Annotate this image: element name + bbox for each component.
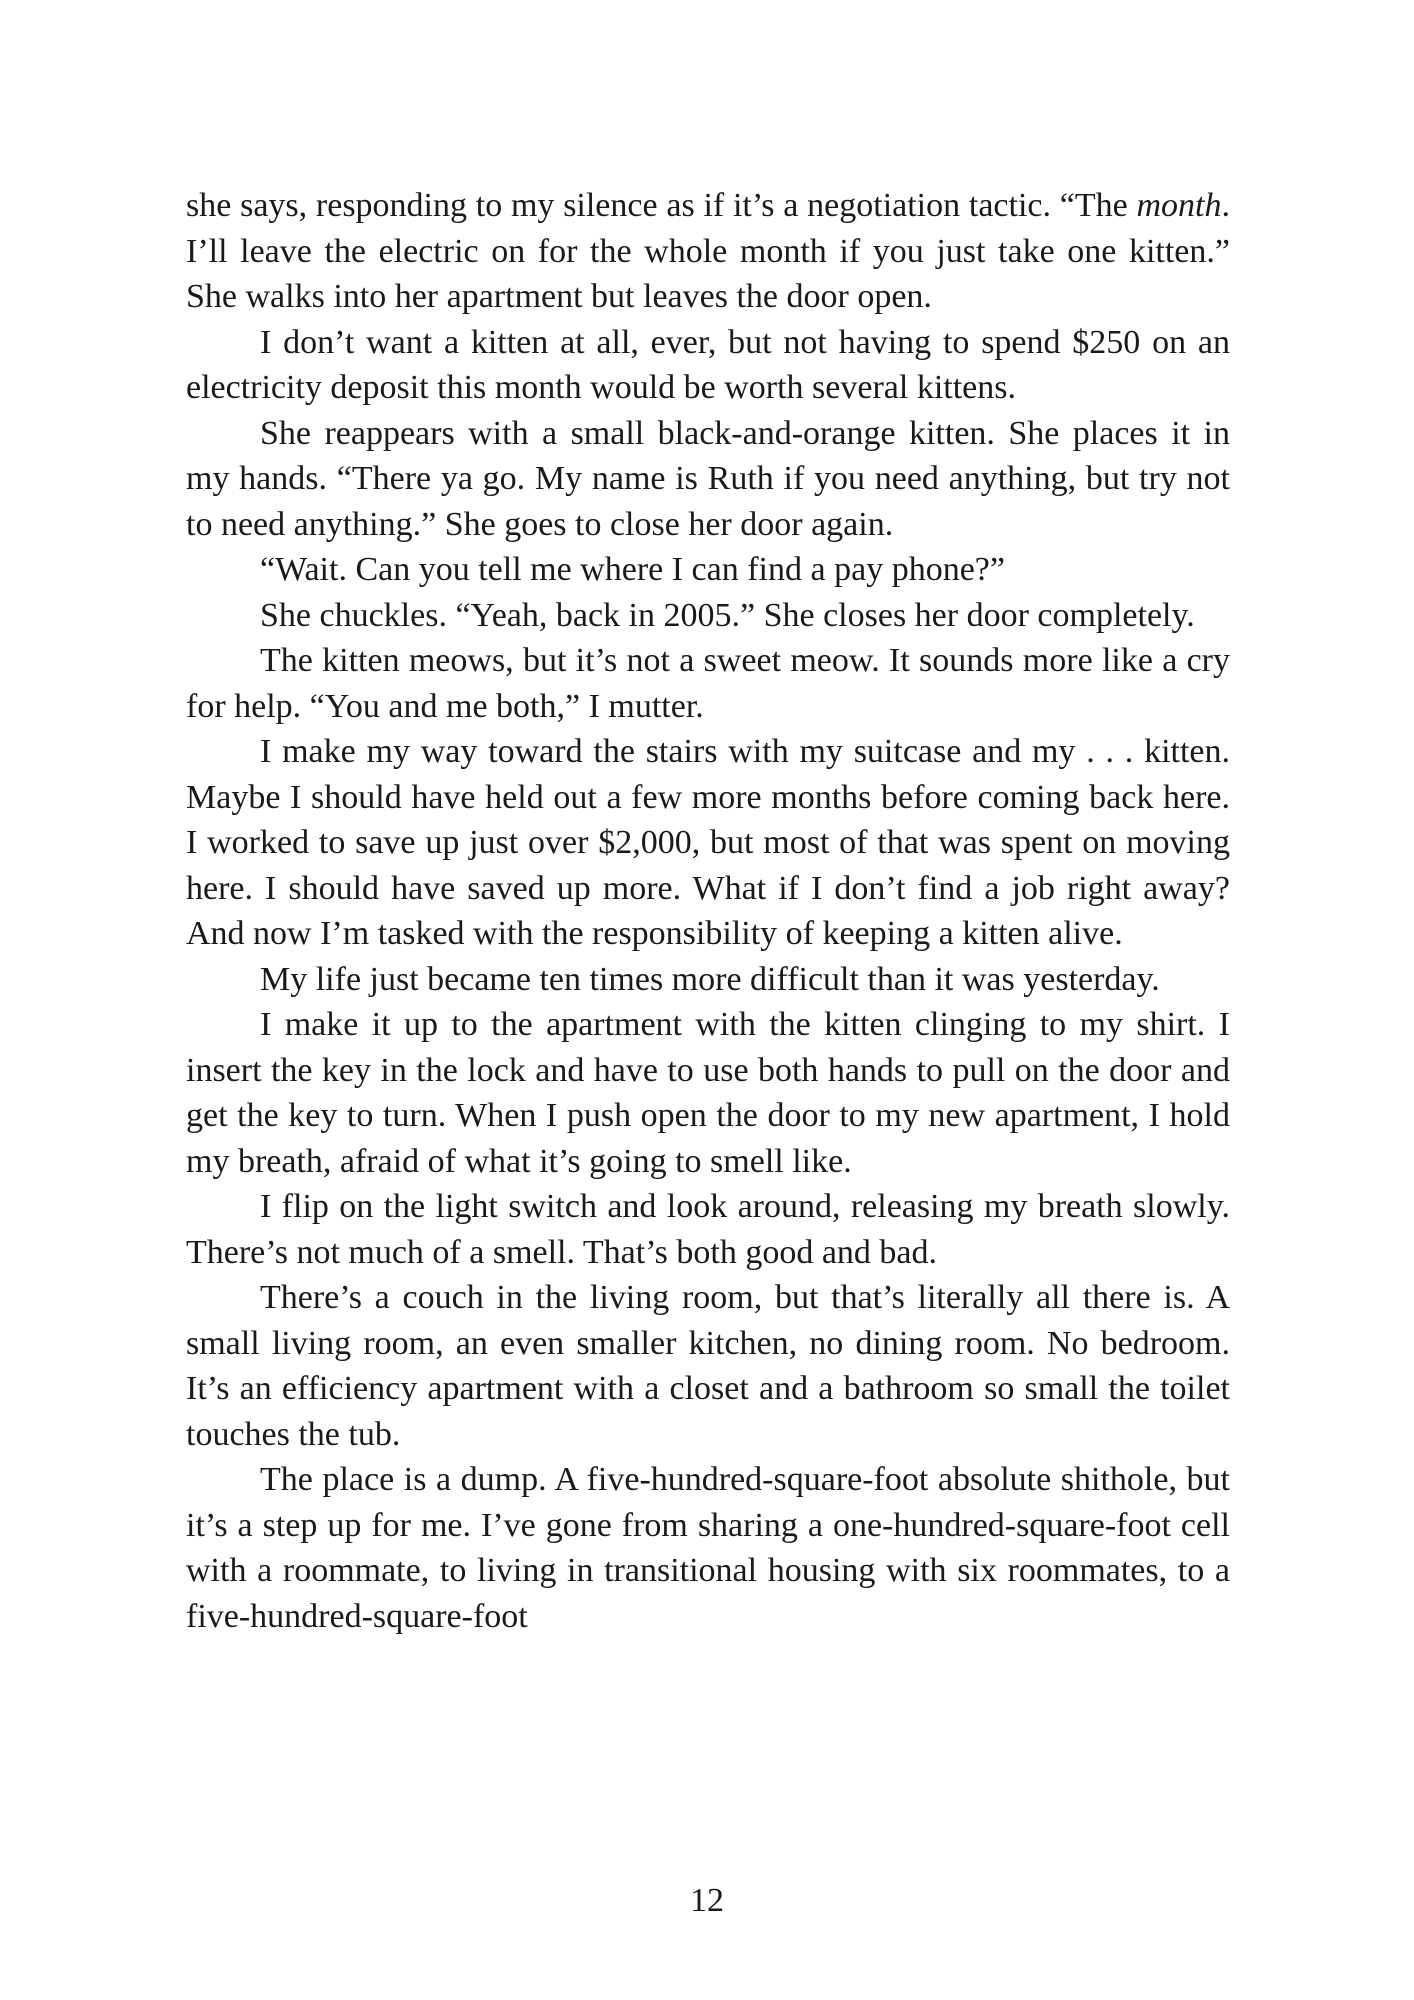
body-text [186,183,1230,1639]
paragraph-12: The place is a dump. A five-hundred-square-foot absolute shithole, but it’s a step up for me. I’ve gone from sharing a one-hundred-square-foot cell with a roommate, to living in transitional housing with six roommates, to a five-hundred-square-foot [186,1461,1230,1635]
paragraph-5: She chuckles. “Yeah, back in 2005.” She closes her door completely. [260,596,1195,634]
paragraph-3: She reappears with a small black-and-orange kitten. She places it in my hands. “There ya go. My name is Ruth if you need anything, but try not to need anything.” She goes to close her door again. [186,414,1230,543]
paragraph-1-text-a: she says, responding to my silence as if it’s a negotiation tactic. “The [186,187,1137,224]
paragraph-4: “Wait. Can you tell me where I can find a pay phone?” [260,551,1005,588]
paragraph-8: My life just became ten times more difficult than it was yesterday. [260,960,1160,998]
paragraph-6: The kitten meows, but it’s not a sweet meow. It sounds more like a cry for help. “You and me both,” I mutter. [186,642,1230,725]
paragraph-1-text-b: . I’ll leave the electric on for the whole month if you just take one kitten.” She walks into her apartment but leaves the door open. [186,187,1230,315]
page-number: 12 [690,1882,724,1919]
paragraph-1 [186,183,1230,320]
paragraph-10: I flip on the light switch and look around, releasing my breath slowly. There’s not much of a smell. That’s both good and bad. [186,1188,1230,1271]
paragraph-9: I make it up to the apartment with the kitten clinging to my shirt. I insert the key in the lock and have to use both hands to pull on the door and get the key to turn. When I push open the door to my new apartment, I hold my breath, afraid of what it’s going to smell like. [186,1006,1230,1180]
emphasis-month: month [1136,187,1222,224]
paragraph-7: I make my way toward the stairs with my suitcase and my . . . kitten. Maybe I should have held out a few more months before coming back here. I worked to save up just over $2,000, but most of that was spent on moving here. I should have saved up more. What if I don’t find a job right away? And now I’m tasked with the responsibility of keeping a kitten alive. [186,733,1230,952]
paragraph-2: I don’t want a kitten at all, ever, but not having to spend $250 on an electricity deposit this month would be worth several kittens. [186,323,1230,406]
paragraph-11: There’s a couch in the living room, but that’s literally all there is. A small living room, an even smaller kitchen, no dining room. No bedroom. It’s an efficiency apartment with a closet and a bathroom so small the toilet touches the tub. [186,1279,1230,1453]
